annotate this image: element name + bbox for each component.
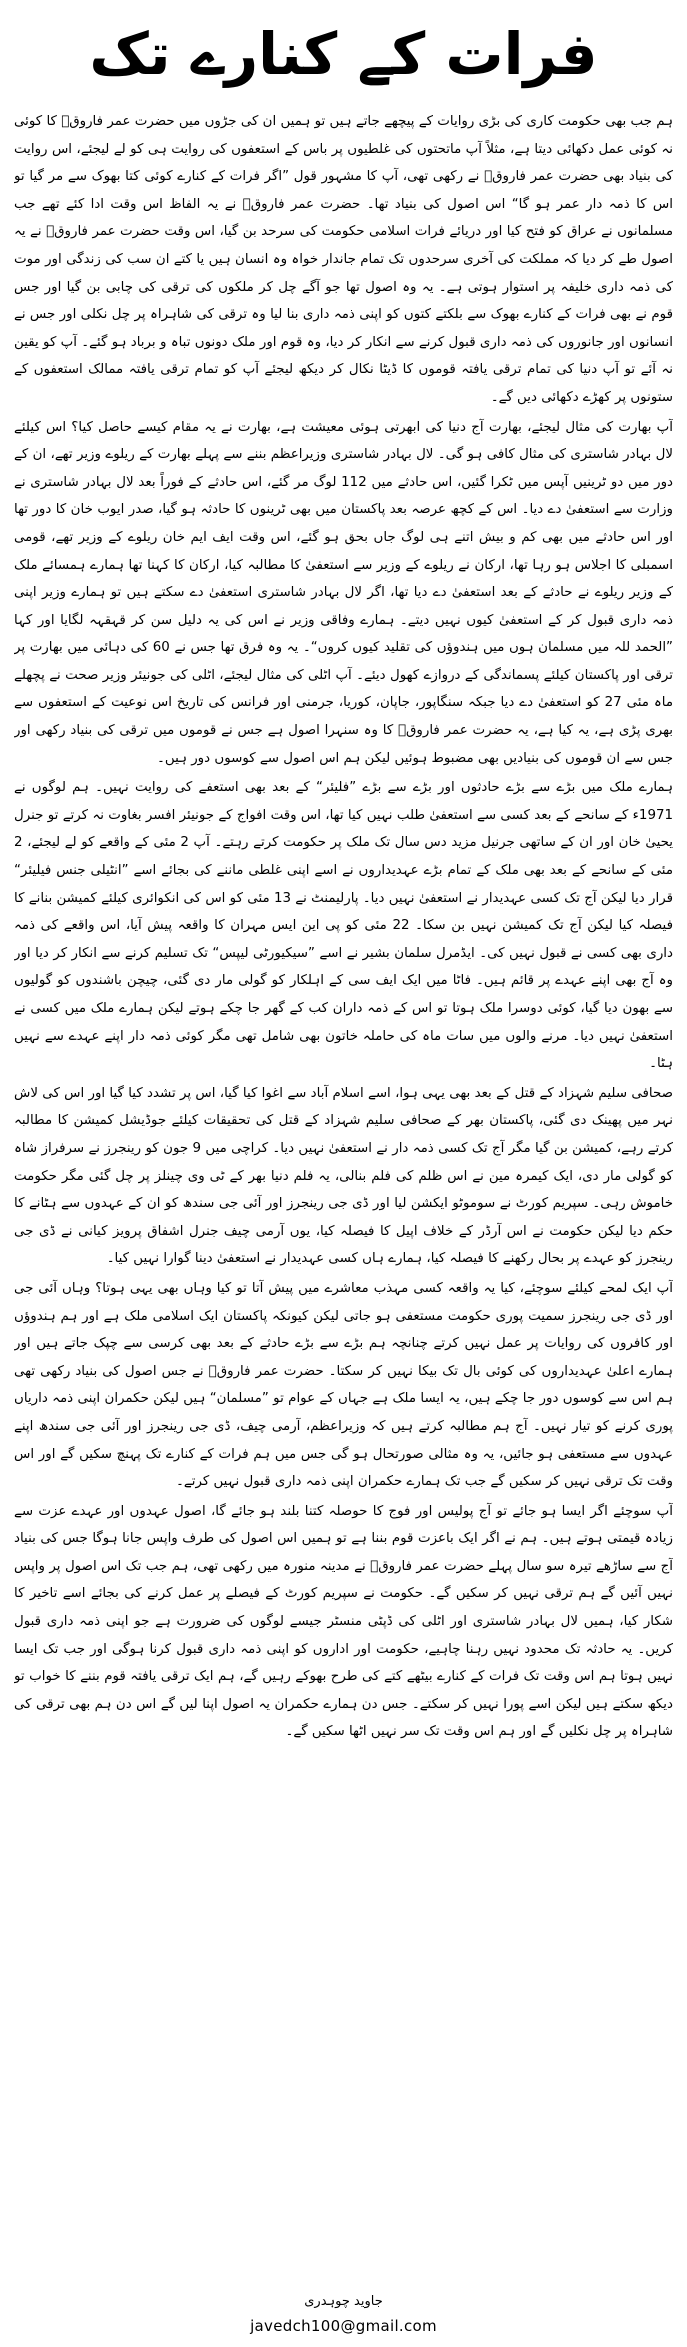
article-paragraph: آپ سوچئے اگر ایسا ہو جائے تو آج پولیس اور فوج کا حوصلہ کتنا بلند ہو جائے گا، اصول عہدوں اور عہدے عزت سے زیادہ قیمتی ہوتے ہیں۔ ہم نے اگر ایک باعزت قوم بننا ہے تو ہمیں اس اصول کی طرف واپس جانا ہوگا جس کی بنیاد آج سے ساڑھے تیرہ سو سال پہلے حضرت عمر فاروقؓ نے مدینہ منورہ میں رکھی تھی، ہم جب تک اس اصول پر واپس نہیں آئیں گے ہم ترقی نہیں کر سکیں گے۔ حکومت نے سپریم کورٹ کے فیصلے پر عمل کرنے کی بجائے اسے تاخیر کا شکار کیا، ہمیں لال بہادر شاستری اور اٹلی کی ڈپٹی منسٹر جیسے لوگوں کی ضرورت ہے جو اپنی ذمہ داری قبول کریں۔ یہ حادثہ تک محدود نہیں رہنا چاہیے، حکومت اور اداروں کو اپنی ذمہ داری قبول کرنا ہوگی اور جب تک ایسا نہیں ہوتا ہم اس وقت تک فرات کے کنارے بیٹھے کتے کی طرح بھوکے رہیں گے، ہم ایک ترقی یافتہ قوم بننے کا خواب تو دیکھ سکتے ہیں لیکن اسے پورا نہیں کر سکتے۔ جس دن ہمارے حکمران یہ اصول اپنا لیں گے اس دن ہم بھی ترقی کی شاہراہ پر چل نکلیں گے اور ہم اس وقت تک سر نہیں اٹھا سکیں گے۔ (14, 1503, 673, 1740)
article-title: فرات کے کنارے تک (89, 20, 598, 88)
author-name: جاوید چوہدری (304, 2294, 383, 2309)
article-header (0, 0, 687, 108)
author-email: javedch100@gmail.com (250, 2317, 437, 2335)
article-paragraph: ہمارے ملک میں بڑے سے بڑے حادثوں اور بڑے سے بڑے ”فلیئر“ کے بعد بھی استعفے کی روایت نہیں۔ ہم لوگوں نے 1971ء کے سانحے کے بعد کسی سے استعفیٰ طلب نہیں کیا تھا، اس وقت افواج کے جونیئر افسر بغاوت نہ کرتے تو جنرل یحییٰ خان اور ان کے ساتھی جرنیل مزید دس سال تک ملک پر حکومت کرتے رہتے۔ آپ 2 مئی کے واقعے کو لے لیجئے، 2 مئی کے سانحے کے بعد بھی ملک کے تمام بڑے عہدیداروں نے اسے اپنی غلطی ماننے کی بجائے اسے ”انٹیلی جنس فیلیئر“ قرار دیا لیکن آج تک کسی عہدیدار نے استعفیٰ نہیں دیا۔ پارلیمنٹ نے 13 مئی کو اس کی انکوائری کیلئے کمیشن بنانے کا فیصلہ کیا لیکن آج تک کمیشن نہیں بن سکا۔ 22 مئی کو پی این ایس مہران کا واقعہ پیش آیا، اس واقعے کی ذمہ داری بھی کسی نے قبول نہیں کی۔ ایڈمرل سلمان بشیر نے اسے ”سیکیورٹی لیپس“ تک تسلیم کرنے سے انکار کر دیا اور وہ آج بھی اپنے عہدے پر قائم ہیں۔ فاٹا میں ایک ایف سی کے اہلکار کو گولی مار دی گئی، چیچن باشندوں کو گولیوں سے بھون دیا گیا، کوئی دوسرا ملک ہوتا تو اس کے ذمہ داران کب کے گھر جا چکے ہوتے لیکن ہمارے ملک میں کسی نے استعفیٰ نہیں دیا۔ مرنے والوں میں سات ماہ کی حاملہ خاتون بھی شامل تھی مگر کوئی ذمہ دار اپنے عہدے سے نہیں ہٹا۔ (14, 780, 673, 1072)
article-paragraph: صحافی سلیم شہزاد کے قتل کے بعد بھی یہی ہوا، اسے اسلام آباد سے اغوا کیا گیا، اس پر تشدد کیا گیا اور اس کی لاش نہر میں پھینک دی گئی، پاکستان بھر کے صحافی سلیم شہزاد کے قتل کی تحقیقات کیلئے جوڈیشل کمیشن کا مطالبہ کرتے رہے، کمیشن بن گیا مگر آج تک کسی ذمہ دار نے استعفیٰ نہیں دیا۔ کراچی میں 9 جون کو رینجرز نے سرفراز شاہ کو گولی مار دی، ایک کیمرہ مین نے اس ظلم کی فلم بنالی، یہ فلم دنیا بھر کے ٹی وی چینلز پر چل گئی مگر حکومت خاموش رہی۔ سپریم کورٹ نے سوموٹو ایکشن لیا اور ڈی جی رینجرز اور آئی جی سندھ کو ان کے عہدوں سے ہٹانے کا حکم دیا لیکن حکومت نے اس آرڈر کے خلاف اپیل کا فیصلہ کیا، یوں آرمی چیف جنرل اشفاق پرویز کیانی نے ڈی جی رینجرز کو عہدے پر بحال رکھنے کا فیصلہ کیا، ہمارے ہاں کسی عہدیدار نے استعفیٰ دینا گوارا نہیں کیا۔ (14, 1085, 673, 1267)
article-paragraph: ہم جب بھی حکومت کاری کی بڑی روایات کے پیچھے جاتے ہیں تو ہمیں ان کی جڑوں میں حضرت عمر فاروقؓ کا کوئی نہ کوئی عمل دکھائی دیتا ہے، مثلاً آپ ماتحتوں کی غلطیوں پر باس کے استعفوں کی روایت ہی کو لے لیجئے، اس روایت کی بنیاد بھی حضرت عمر فاروقؓ نے رکھی تھی، آپ کا مشہور قول ”اگر فرات کے کنارے کوئی کتا بھوک سے مر گیا تو اس کا ذمہ دار عمر ہو گا“ اس اصول کی بنیاد تھا۔ حضرت عمر فاروقؓ نے یہ الفاظ اس وقت ادا کئے تھے جب مسلمانوں نے عراق کو فتح کیا اور دریائے فرات اسلامی حکومت کی سرحد بن گیا، اس وقت حضرت عمر فاروقؓ نے یہ اصول طے کر دیا کہ مملکت کی آخری سرحدوں تک تمام جاندار خواہ وہ انسان ہیں یا کتے ان سب کی زندگی اور موت کی ذمہ داری خلیفہ پر استوار ہوتی ہے۔ یہ وہ اصول تھا جو آگے چل کر ملکوں کی ترقی کی چابی بن گیا اور جس قوم نے بھی فرات کے کنارے بھوک سے بلکتے کتوں کو اپنی ذمہ داری بنا لیا وہ ترقی کی شاہراہ پر چل نکلی اور جس نے انسانوں اور جانوروں کی ذمہ داری قبول کرنے سے انکار کر دیا، وہ قوم اور ملک دونوں تباہ و برباد ہو گئے۔ آپ کو یقین نہ آئے تو آپ دنیا کی تمام ترقی یافتہ قوموں کا ڈیٹا نکال کر دیکھ لیجئے آپ کو تمام ترقی یافتہ ممالک استعفوں کے ستونوں پر کھڑے دکھائی دیں گے۔ (14, 114, 673, 405)
article-body (14, 108, 673, 2283)
article-paragraph: آپ ایک لمحے کیلئے سوچئے، کیا یہ واقعہ کسی مہذب معاشرے میں پیش آتا تو کیا وہاں بھی یہی ہوتا؟ وہاں آئی جی اور ڈی جی رینجرز سمیت پوری حکومت مستعفی ہو جاتی لیکن کیونکہ پاکستان ایک اسلامی ملک ہے اور ہم ہندوؤں اور کافروں کی روایات پر عمل نہیں کرتے چنانچہ ہم بڑے سے بڑے حادثے کے بعد بھی کرسی سے چپک جاتے ہیں اور ہمارے اعلیٰ عہدیداروں کی کوئی بال تک بیکا نہیں کر سکتا۔ حضرت عمر فاروقؓ نے جس اصول کی بنیاد رکھی تھی ہم اس سے کوسوں دور جا چکے ہیں، یہ ایسا ملک ہے جہاں کے عوام تو ”مسلمان“ ہیں لیکن حکمران اپنی ذمہ داریاں پوری کرنے کو تیار نہیں۔ آج ہم مطالبہ کرتے ہیں کہ وزیراعظم، آرمی چیف، ڈی جی رینجرز اور آئی جی سندھ اپنے عہدوں سے مستعفی ہو جائیں، یہ وہ مثالی صورتحال ہو گی جس میں ہم فرات کے کنارے تک پہنچ سکیں گے اور اس وقت تک ترقی نہیں کر سکیں گے جب تک ہمارے حکمران اپنی ذمہ داری قبول نہیں کرتے۔ (14, 1280, 673, 1490)
author-byline (0, 2290, 687, 2338)
article-paragraph: آپ بھارت کی مثال لیجئے، بھارت آج دنیا کی ابھرتی ہوئی معیشت ہے، بھارت نے یہ مقام کیسے حاصل کیا؟ اس کیلئے لال بہادر شاستری کی مثال کافی ہو گی۔ لال بہادر شاستری وزیراعظم بننے سے پہلے بھارت کے ریلوے وزیر تھے، ان کے دور میں دو ٹرینیں آپس میں ٹکرا گئیں، اس حادثے میں 112 لوگ مر گئے، اس حادثے کے فوراً بعد لال بہادر شاستری نے وزارت سے استعفیٰ دے دیا۔ اس کے کچھ عرصہ بعد پاکستان میں بھی ٹرینوں کا حادثہ ہو گیا، صدر ایوب خان کا دور تھا اور اس حادثے میں بھی کم و بیش اتنے ہی لوگ جاں بحق ہو گئے، اس وقت ایف ایم خان ریلوے کے وزیر تھے، قومی اسمبلی کا اجلاس ہو رہا تھا، ارکان نے ریلوے کے وزیر سے استعفیٰ کا مطالبہ کیا، ارکان کا کہنا تھا ہمارے ہمسائے ملک کے وزیر ریلوے نے حادثے کے بعد استعفیٰ دے دیا تھا، اگر لال بہادر شاستری استعفیٰ دے سکتے ہیں تو ہمارے وزیر اپنی ذمہ داری قبول کر کے استعفیٰ کیوں نہیں دیتے۔ ہمارے وفاقی وزیر نے اس کی یہ دلیل سن کر قہقہہ لگایا اور کہا ”الحمد للہ میں مسلمان ہوں میں ہندوؤں کی تقلید کیوں کروں“۔ یہ وہ فرق تھا جس نے 60 کی دہائی میں بھارت پر ترقی اور پاکستان کیلئے پسماندگی کے دروازے کھول دیئے۔ آپ اٹلی کی مثال لیجئے، اٹلی کی جونیئر وزیر صحت نے پچھلے ماہ مئی 27 کو استعفیٰ دے دیا جبکہ سنگاپور، جاپان، کوریا، جرمنی اور فرانس کی تاریخ اس نوعیت کے استعفوں سے بھری پڑی ہے، یہ کیا ہے، یہ حضرت عمر فاروقؓ کا وہ سنہرا اصول ہے جس نے قوموں میں ترقی کی بنیاد رکھی اور جس سے ان قوموں کی بنیادیں بھی مضبوط ہوئیں لیکن ہم اس اصول سے کوسوں دور ہیں۔ (14, 419, 673, 766)
